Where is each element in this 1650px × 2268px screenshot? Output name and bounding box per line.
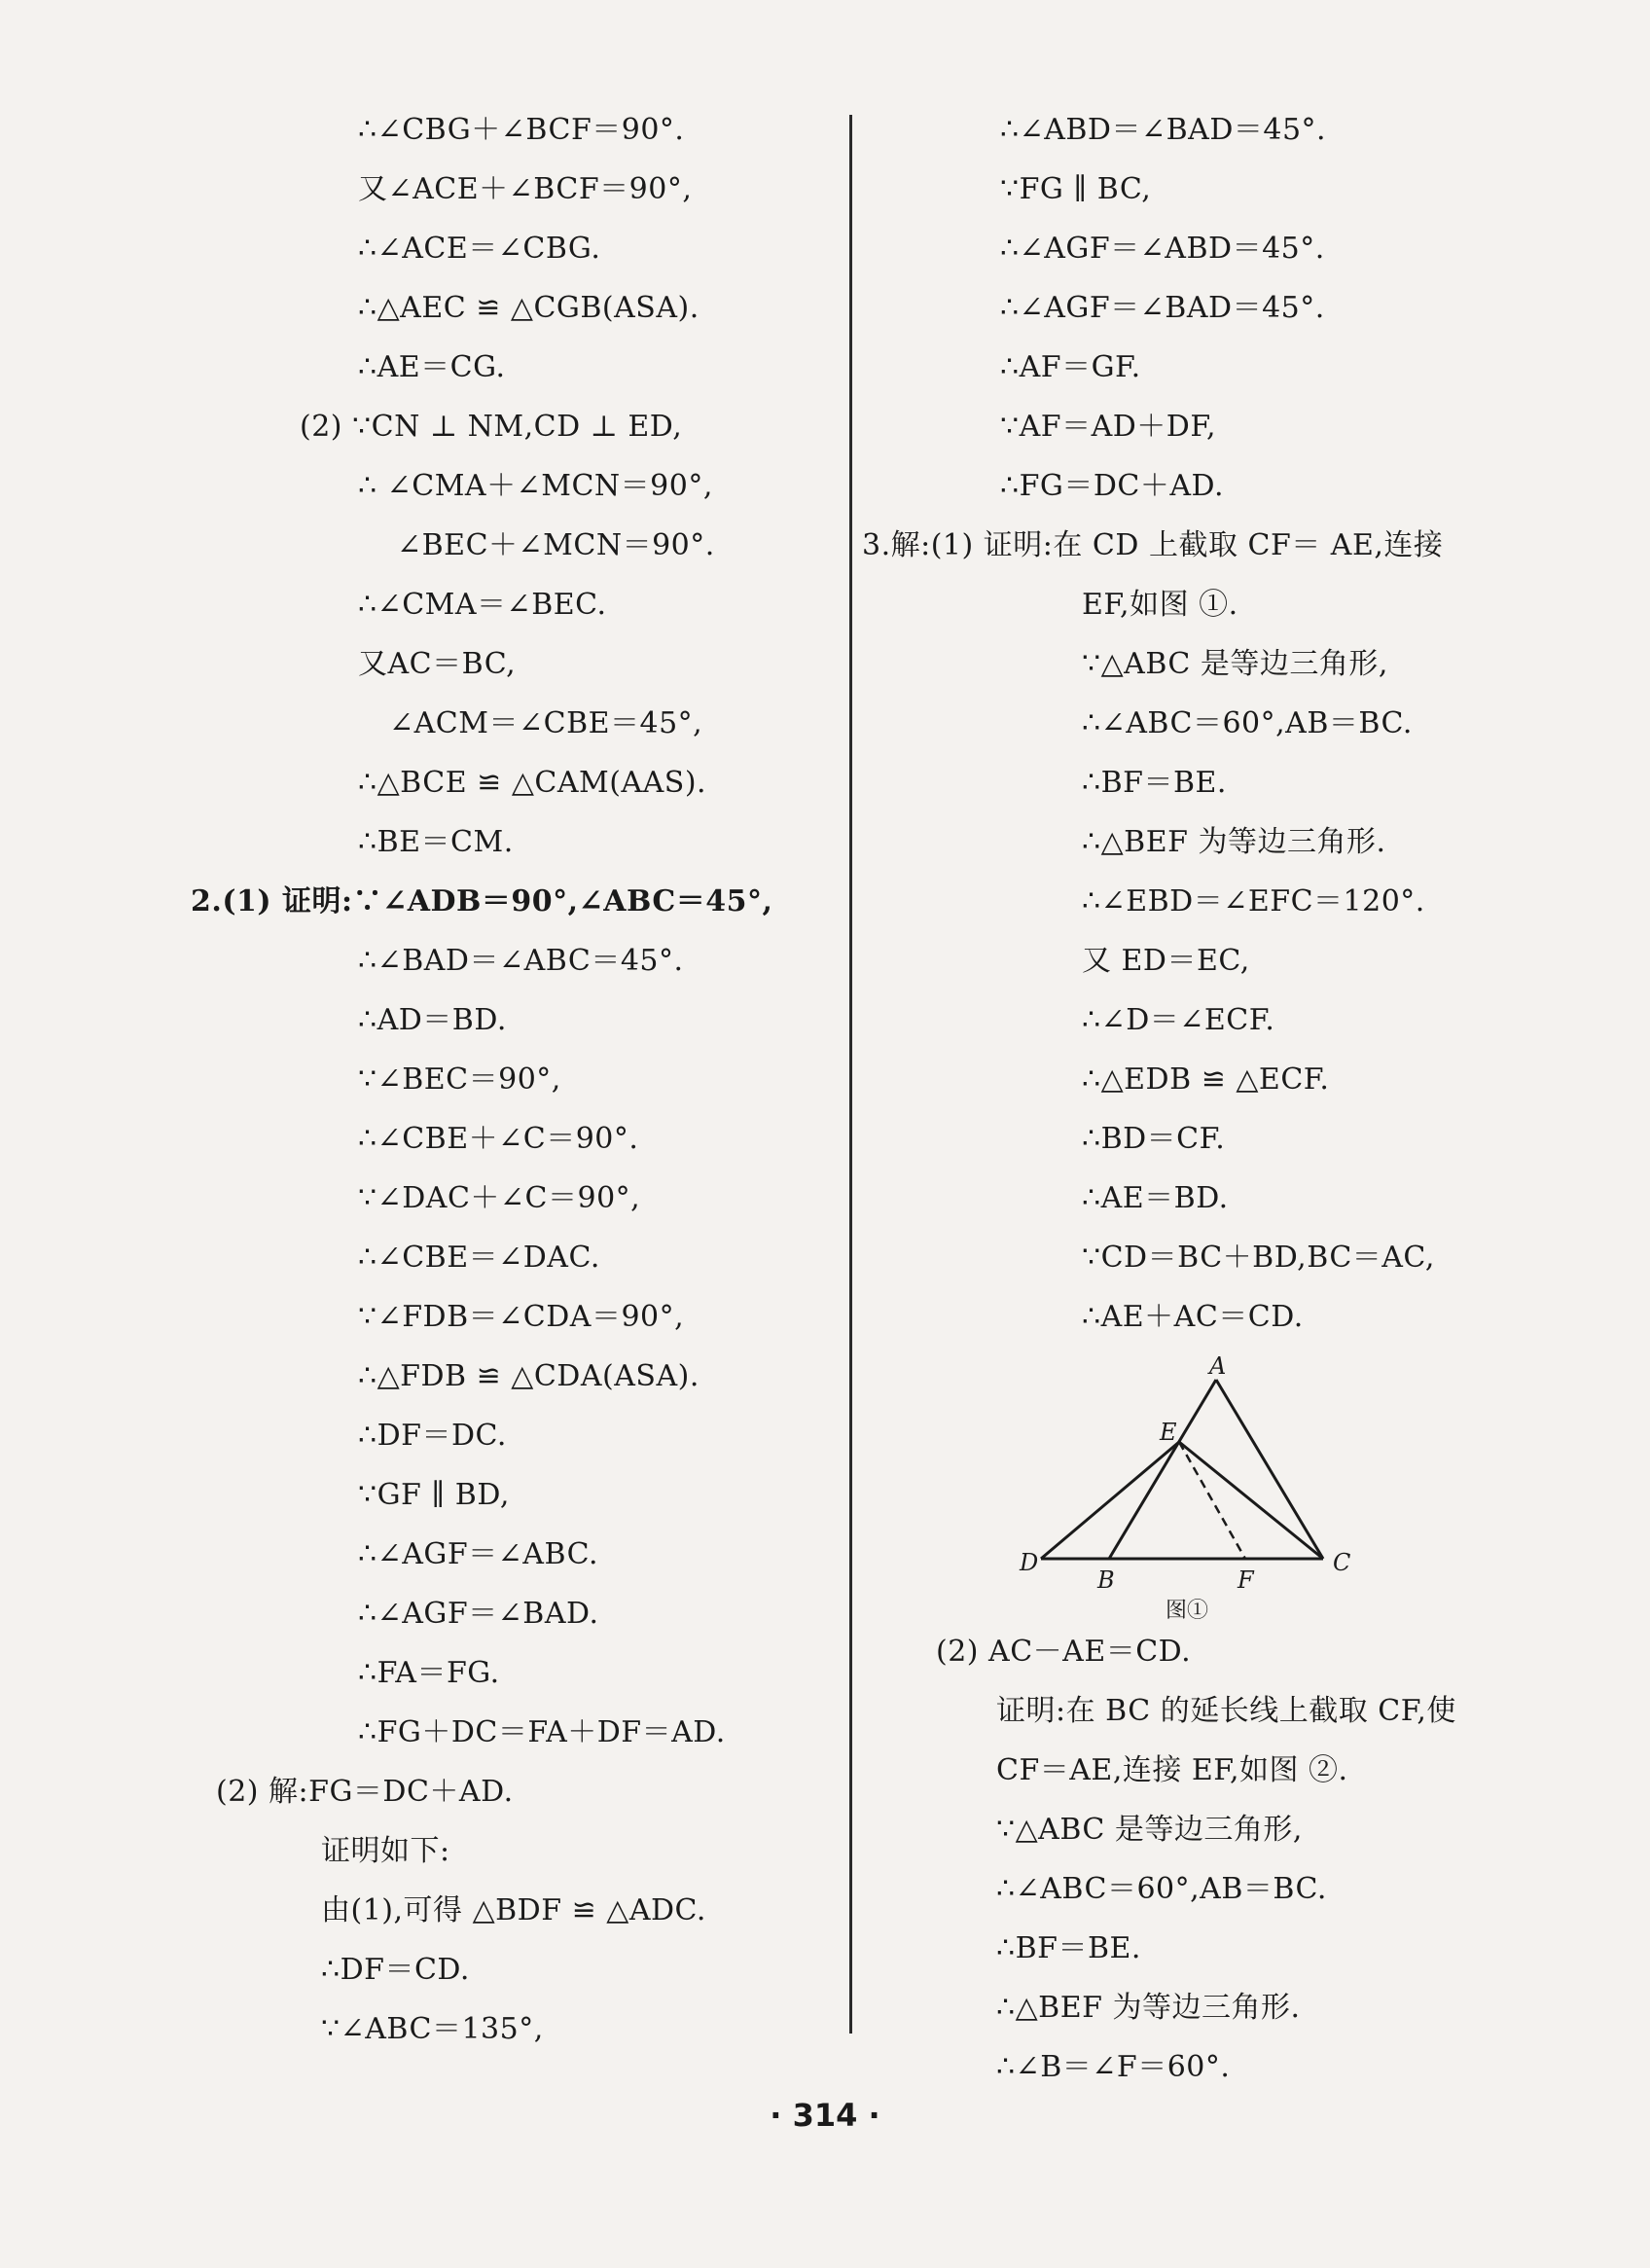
text-line: ∴∠B＝∠F＝60°.: [996, 2050, 1231, 2084]
text-line: ∴△EDB ≌ △ECF.: [1082, 1062, 1330, 1097]
text-line: ∵∠ABC＝135°,: [321, 2012, 544, 2046]
text-line: ∴∠AGF＝∠ABC.: [358, 1537, 598, 1571]
text-line: (2) 解:FG＝DC＋AD.: [216, 1775, 514, 1809]
text-line: ∴DF＝CD.: [321, 1953, 470, 1987]
segment-ef-dashed: [1179, 1442, 1245, 1559]
text-line: ∴AE＝BD.: [1082, 1181, 1229, 1215]
text-line: ∴ ∠CMA＋∠MCN＝90°,: [358, 469, 713, 503]
text-line: ∴∠ACE＝∠CBG.: [358, 232, 601, 266]
label-d: D: [1020, 1549, 1039, 1576]
column-divider: [849, 115, 852, 2034]
text-line: ∴AE＋AC＝CD.: [1082, 1300, 1304, 1334]
text-line: ∴△BEF 为等边三角形.: [1082, 825, 1386, 859]
text-line: ∵∠FDB＝∠CDA＝90°,: [358, 1300, 685, 1334]
problem-3-heading: 3.解:(1) 证明:在 CD 上截取 CF＝ AE,连接: [862, 528, 1444, 562]
label-f: F: [1238, 1566, 1254, 1594]
label-b: B: [1097, 1566, 1115, 1594]
text-line: (2) ∵CN ⊥ NM,CD ⊥ ED,: [300, 410, 683, 444]
label-a: A: [1209, 1354, 1227, 1380]
text-line: ∴∠CBE＝∠DAC.: [358, 1241, 600, 1275]
text-line: ∴∠AGF＝∠BAD.: [358, 1597, 599, 1631]
text-line: ∴DF＝DC.: [358, 1419, 507, 1453]
text-line: 又∠ACE＋∠BCF＝90°,: [358, 172, 693, 206]
text-line: 证明:在 BC 的延长线上截取 CF,使: [996, 1694, 1456, 1728]
text-line: (2) AC－AE＝CD.: [936, 1635, 1192, 1669]
text-line: ∵∠DAC＋∠C＝90°,: [358, 1181, 641, 1215]
label-e: E: [1160, 1419, 1177, 1446]
text-line: ∴∠CBE＋∠C＝90°.: [358, 1122, 639, 1156]
segment-ab: [1109, 1380, 1216, 1559]
text-line: ∴∠CBG＋∠BCF＝90°.: [358, 113, 685, 147]
text-line: ∴∠BAD＝∠ABC＝45°.: [358, 944, 684, 978]
text-line: ∠ACM＝∠CBE＝45°,: [389, 706, 703, 740]
text-line: ∴BD＝CF.: [1082, 1122, 1226, 1156]
text-line: ∴△AEC ≌ △CGB(ASA).: [358, 291, 699, 325]
text-line: ∵FG ∥ BC,: [1000, 172, 1152, 206]
text-line: ∴△BCE ≌ △CAM(AAS).: [358, 766, 707, 800]
page-number: · 314 ·: [770, 2097, 880, 2134]
label-c: C: [1333, 1549, 1351, 1576]
text-line: ∵AF＝AD＋DF,: [1000, 410, 1217, 444]
text-line: ∵△ABC 是等边三角形,: [1082, 647, 1388, 681]
text-line: ∴BF＝BE.: [996, 1931, 1141, 1965]
text-line: ∵∠BEC＝90°,: [358, 1062, 561, 1097]
text-line: ∵GF ∥ BD,: [358, 1478, 510, 1512]
text-line: ∴FA＝FG.: [358, 1656, 500, 1690]
text-line: ∴BF＝BE.: [1082, 766, 1227, 800]
text-line: ∴FG＝DC＋AD.: [1000, 469, 1225, 503]
text-line: ∴∠D＝∠ECF.: [1082, 1003, 1275, 1037]
text-line: ∴AD＝BD.: [358, 1003, 507, 1037]
segment-ac: [1216, 1380, 1323, 1559]
segment-ec: [1179, 1442, 1323, 1559]
text-line: 又AC＝BC,: [358, 647, 517, 681]
geometry-figure: [1012, 1354, 1527, 1627]
text-line: ∵△ABC 是等边三角形,: [996, 1813, 1303, 1847]
text-line: ∴∠ABD＝∠BAD＝45°.: [1000, 113, 1327, 147]
segment-ed: [1041, 1442, 1179, 1559]
text-line: ∴∠ABC＝60°,AB＝BC.: [996, 1872, 1327, 1906]
text-line: ∴△FDB ≌ △CDA(ASA).: [358, 1359, 699, 1393]
text-line: ∠BEC＋∠MCN＝90°.: [397, 528, 715, 562]
figure-caption: 图①: [1165, 1599, 1208, 1623]
text-line: ∴∠CMA＝∠BEC.: [358, 588, 607, 622]
text-line: ∴FG＋DC＝FA＋DF＝AD.: [358, 1715, 726, 1749]
triangle-diagram: [1012, 1354, 1527, 1627]
text-line: EF,如图 ①.: [1082, 588, 1238, 622]
text-line: CF＝AE,连接 EF,如图 ②.: [996, 1753, 1348, 1787]
text-line: ∴AE＝CG.: [358, 350, 506, 384]
text-line: ∴AF＝GF.: [1000, 350, 1141, 384]
text-line: 又 ED＝EC,: [1082, 944, 1250, 978]
text-line: ∴△BEF 为等边三角形.: [996, 1991, 1301, 2025]
text-line: ∴∠AGF＝∠BAD＝45°.: [1000, 291, 1325, 325]
problem-2-heading: 2.(1) 证明:∵∠ADB＝90°,∠ABC＝45°,: [191, 884, 773, 918]
text-line: ∴∠ABC＝60°,AB＝BC.: [1082, 706, 1413, 740]
text-line: ∵CD＝BC＋BD,BC＝AC,: [1082, 1241, 1435, 1275]
text-line: ∴∠EBD＝∠EFC＝120°.: [1082, 884, 1425, 918]
text-line: 由(1),可得 △BDF ≌ △ADC.: [321, 1893, 706, 1927]
text-line: ∴∠AGF＝∠ABD＝45°.: [1000, 232, 1325, 266]
text-line: 证明如下:: [321, 1834, 450, 1868]
text-line: ∴BE＝CM.: [358, 825, 514, 859]
